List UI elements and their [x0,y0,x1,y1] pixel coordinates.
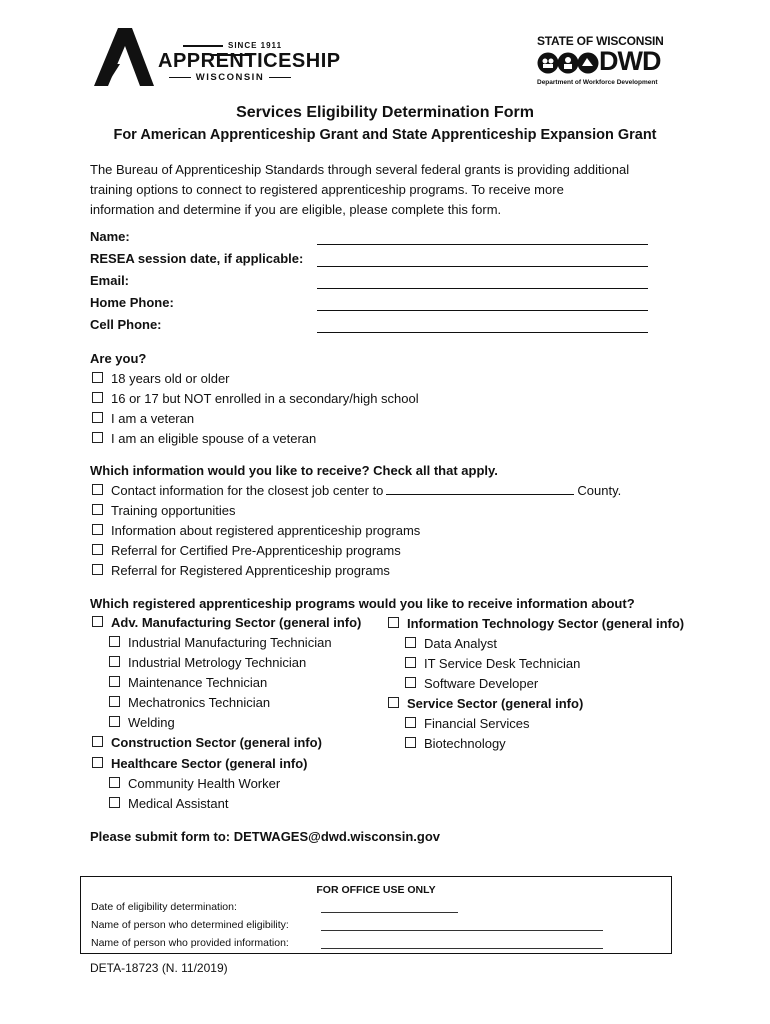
registered-apprenticeship-checkbox[interactable] [92,562,390,580]
checkbox-box[interactable] [92,412,103,423]
checkbox-box[interactable] [109,656,120,667]
checkbox-label: Referral for Certified Pre-Apprenticeship programs [111,543,401,558]
are-you-heading: Are you? [90,351,147,366]
email-field [90,273,650,293]
checkbox-box[interactable] [92,736,103,747]
cell-phone-input[interactable] [317,332,648,333]
intro-line: The Bureau of Apprenticeship Standards through several federal grants is providing additional [90,162,630,177]
checkbox-label: Mechatronics Technician [128,695,271,710]
dwd-logo [535,34,683,90]
checkbox-box[interactable] [92,504,103,515]
financial-services-checkbox[interactable] [405,715,530,733]
service-sector-checkbox[interactable] [388,695,583,713]
checkbox-box[interactable] [405,677,416,688]
provided-by-input[interactable] [321,948,603,949]
welding-checkbox[interactable] [109,714,175,732]
checkbox-label: Contact information for the closest job center to [111,483,384,498]
form-number: DETA-18723 (N. 11/2019) [90,961,228,975]
resea-date-field [90,251,650,271]
intro-line: information and determine if you are eligible, please complete this form. [90,202,502,217]
info-heading: Which information would you like to receive? Check all that apply. [90,463,498,478]
county-suffix: County. [577,483,622,498]
manufacturing-sector-checkbox[interactable] [92,614,361,632]
checkbox-box[interactable] [405,637,416,648]
checkbox-box[interactable] [388,697,399,708]
checkbox-box[interactable] [109,696,120,707]
checkbox-label: Industrial Manufacturing Technician [128,635,332,650]
checkbox-box[interactable] [92,564,103,575]
apprenticeship-wisconsin-logo [92,26,341,88]
checkbox-label: Industrial Metrology Technician [128,655,307,670]
logo-name-text: APPRENTICESHIP [158,50,341,72]
healthcare-sector-checkbox[interactable] [92,755,308,773]
checkbox-label: Healthcare Sector (general info) [111,756,308,771]
checkbox-label: Service Sector (general info) [407,696,584,711]
office-row-label: Date of eligibility determination: [91,901,237,913]
checkbox-box[interactable] [92,392,103,403]
checkbox-label: Maintenance Technician [128,675,268,690]
checkbox-label: IT Service Desk Technician [424,656,581,671]
checkbox-box[interactable] [109,716,120,727]
office-use-title: FOR OFFICE USE ONLY [316,884,436,896]
checkbox-label: Medical Assistant [128,796,229,811]
office-row-provided-by [91,937,289,949]
community-health-worker-checkbox[interactable] [109,775,280,793]
checkbox-label: I am a veteran [111,411,195,426]
cell-phone-field [90,317,650,337]
industrial-metrology-checkbox[interactable] [109,654,306,672]
checkbox-label: Construction Sector (general info) [111,735,322,750]
triangle-logo-icon [92,26,154,88]
mechatronics-checkbox[interactable] [109,694,270,712]
veteran-spouse-checkbox[interactable] [92,430,316,448]
checkbox-box[interactable] [405,657,416,668]
office-row-label: Name of person who determined eligibility: [91,919,289,931]
medical-assistant-checkbox[interactable] [109,795,228,813]
checkbox-box[interactable] [109,676,120,687]
it-service-desk-checkbox[interactable] [405,655,580,673]
home-phone-input[interactable] [317,310,648,311]
checkbox-box[interactable] [109,636,120,647]
checkbox-label: Software Developer [424,676,539,691]
checkbox-box[interactable] [92,616,103,627]
determination-date-input[interactable] [321,912,458,913]
home-phone-label: Home Phone: [90,295,174,310]
home-phone-field [90,295,650,315]
form-subtitle: For American Apprenticeship Grant and State Apprenticeship Expansion Grant [113,127,657,143]
checkbox-box[interactable] [92,432,103,443]
checkbox-box[interactable] [92,372,103,383]
logo-since-text: SINCE 1911 [160,41,300,59]
checkbox-label: I am an eligible spouse of a veteran [111,431,317,446]
checkbox-box[interactable] [92,544,103,555]
veteran-checkbox[interactable] [92,410,194,428]
submit-instructions: Please submit form to: DETWAGES@dwd.wisconsin.gov [90,829,440,844]
data-analyst-checkbox[interactable] [405,635,497,653]
software-developer-checkbox[interactable] [405,675,538,693]
checkbox-label: Information about registered apprenticeship programs [111,523,421,538]
name-field [90,229,650,249]
intro-line: training options to connect to registered apprenticeship programs. To receive more [90,182,564,197]
email-input[interactable] [317,288,648,289]
registered-programs-checkbox[interactable] [92,522,420,540]
name-input[interactable] [317,244,648,245]
email-label: Email: [90,273,130,288]
county-input[interactable] [386,482,574,495]
it-sector-checkbox[interactable] [388,615,684,633]
resea-date-label: RESEA session date, if applicable: [90,251,304,266]
industrial-manufacturing-checkbox[interactable] [109,634,332,652]
form-title: Services Eligibility Determination Form [236,104,534,121]
name-label: Name: [90,229,130,244]
checkbox-box[interactable] [109,777,120,788]
office-row-label: Name of person who provided information: [91,937,289,949]
construction-sector-checkbox[interactable] [92,734,322,752]
logo-state-text: WISCONSIN [160,72,300,83]
programs-heading: Which registered apprenticeship programs would you like to receive information about? [90,596,635,611]
checkbox-label: Welding [128,715,175,730]
office-row-determined-by [91,919,289,931]
checkbox-box[interactable] [388,617,399,628]
dwd-state-text: STATE OF WISCONSIN [537,34,664,48]
cell-phone-label: Cell Phone: [90,317,162,332]
checkbox-label: 18 years old or older [111,371,230,386]
checkbox-label: Adv. Manufacturing Sector (general info) [111,615,362,630]
pre-apprenticeship-checkbox[interactable] [92,542,401,560]
training-checkbox[interactable] [92,502,236,520]
checkbox-box[interactable] [92,757,103,768]
job-center-checkbox[interactable] [92,482,621,500]
dwd-emblem-icon [537,50,599,76]
checkbox-label: Training opportunities [111,503,236,518]
office-row-date [91,901,237,913]
checkbox-box[interactable] [109,797,120,808]
intro-paragraph [90,160,690,220]
checkbox-label: Biotechnology [424,736,506,751]
checkbox-label: Data Analyst [424,636,497,651]
checkbox-label: 16 or 17 but NOT enrolled in a secondary/high school [111,391,419,406]
resea-date-input[interactable] [317,266,648,267]
age-16-17-checkbox[interactable] [92,390,419,408]
checkbox-box[interactable] [405,717,416,728]
office-use-box [80,876,672,954]
dwd-department-text: Department of Workforce Development [537,79,658,86]
checkbox-box[interactable] [92,524,103,535]
checkbox-label: Community Health Worker [128,776,281,791]
biotechnology-checkbox[interactable] [405,735,506,753]
determined-by-input[interactable] [321,930,603,931]
checkbox-label: Information Technology Sector (general info) [407,616,685,631]
checkbox-box[interactable] [405,737,416,748]
age-18-checkbox[interactable] [92,370,230,388]
checkbox-label: Financial Services [424,716,530,731]
checkbox-label: Referral for Registered Apprenticeship programs [111,563,390,578]
dwd-letters: DWD [599,46,661,76]
checkbox-box[interactable] [92,484,103,495]
maintenance-technician-checkbox[interactable] [109,674,267,692]
